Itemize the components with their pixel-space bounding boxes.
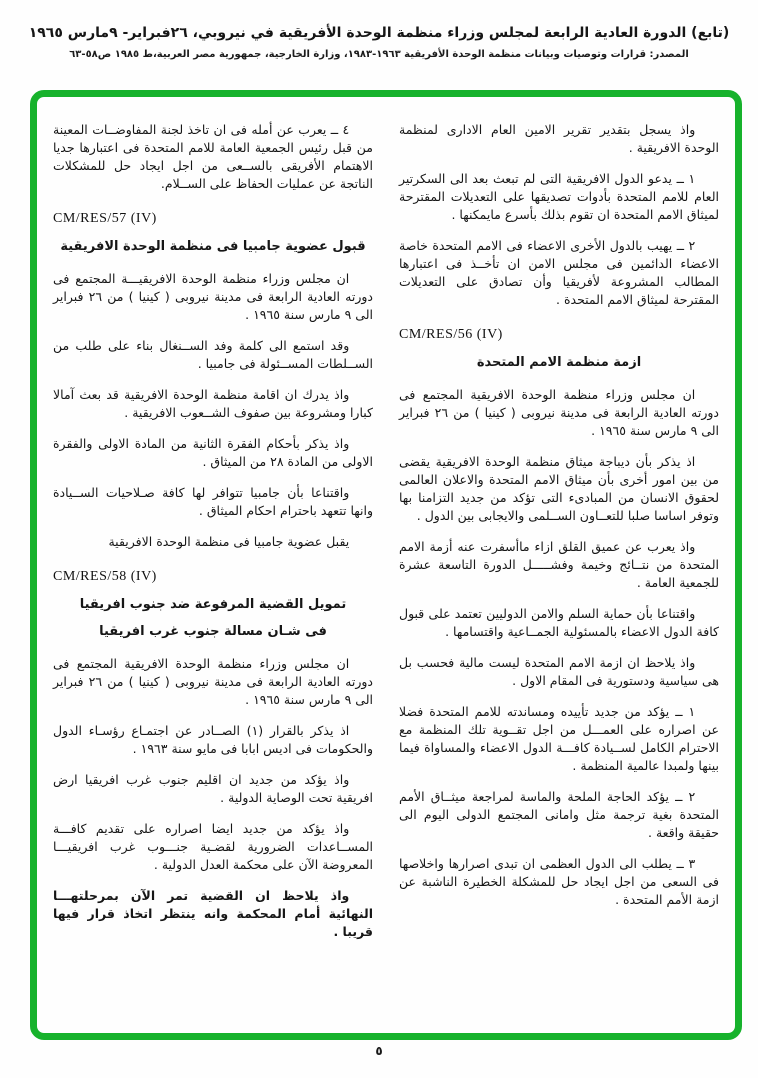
document-source-line: المصدر: قرارات وتوصيات وبيانات منظمة الوحدة الأفريقية ١٩٦٣-١٩٨٣، وزارة الخارجية، جمهورية مصر العربية،ط ١٩٨٥ ص٥٨-٦٣ bbox=[69, 49, 689, 61]
section-heading: ازمة منظمة الامم المتحدة bbox=[476, 355, 642, 370]
paragraph: اذ يذكر بأن ديباجة ميثاق منظمة الوحدة الافريقية يقضى من بين امور أخرى بأن ميثاق الامم المتحدة والاعلان العالمى لحقوق الانسان من المبادىء التى تؤكد من جديد التزامنا بها وتوفر اساسا صلبا للتعــاون الســلمى والايجابى بين الدول . bbox=[399, 454, 719, 523]
two-column-layout bbox=[53, 121, 719, 1033]
resolution-code: CM/RES/57 (IV) bbox=[53, 211, 157, 226]
document-header bbox=[0, 24, 758, 60]
right-column bbox=[399, 121, 719, 1033]
paragraph: وقد استمع الى كلمة وفد الســنغال بناء على طلب من الســلطات المســئولة فى جامبيا . bbox=[53, 338, 373, 371]
paragraph: واذ يسجل بتقدير تقرير الامين العام الادارى لمنظمة الوحدة الافريقية . bbox=[399, 122, 719, 155]
green-border-frame bbox=[30, 90, 742, 1040]
paragraph: ان مجلس وزراء منظمة الوحدة الافريقيـــة المجتمع فى دورته العادية الرابعة فى مدينة نيروبى ( كينيا ) من ٢٦ فبراير الى ٩ مارس سنة ١٩٦٥ . bbox=[53, 271, 373, 322]
numbered-paragraph: ٣ ــ يطلب الى الدول العظمى ان تبدى اصرارها واخلاصها فى السعى من اجل ايجاد حل للمشكلة الخطيرة الناشبة عن ازمة الأمم المتحدة . bbox=[399, 856, 719, 907]
left-column bbox=[53, 121, 373, 1033]
paragraph: واذ يلاحظ ان ازمة الامم المتحدة ليست مالية فحسب بل هى سياسية ودستورية فى المقام الاول . bbox=[399, 655, 719, 688]
paragraph: واذ يدرك ان اقامة منظمة الوحدة الافريقية قد بعث آمالا كبارا ومشروعة بين صفوف الشــعوب الافريقية . bbox=[53, 387, 373, 420]
paragraph: واذ يذكر بأحكام الفقرة الثانية من المادة الاولى والفقرة الاولى من المادة ٢٨ من الميثاق . bbox=[53, 436, 373, 469]
paragraph: واذ يؤكد من جديد ايضا اصراره على تقديم كافـــة المســاعدات الضرورية لقضـية جنـــوب غرب افريقيـــا المعروضة الآن على محكمة العدل الدولية . bbox=[53, 821, 373, 872]
numbered-paragraph: ٤ ــ يعرب عن أمله فى ان تاخذ لجنة المفاوضــات المعينة من قبل رئيس الجمعية العامة للامم المتحدة فى اعتبارها جديا الاهتمام الأفريقى بالســعى من اجل ايجاد حل للمشكلات الناتجة عن عمليات الحفاظ على الســلام. bbox=[53, 122, 373, 191]
numbered-paragraph: ٢ ــ يهيب بالدول الأخرى الاعضاء فى الامم المتحدة خاصة الاعضاء الدائمين فى مجلس الامن ان تأخــذ فى اعتبارها المطالب المشروعة لأفريقيا وأن تصادق على التعديلات المقترحة لميثاق الامم المتحدة . bbox=[399, 238, 719, 307]
paragraph-bold: واذ يلاحظ ان القضية تمر الآن بمرحلتهـــا النهائية أمام المحكمة وانه ينتظر اتخاذ قرار فيها قريبا . bbox=[53, 888, 373, 939]
paragraph: ان مجلس وزراء منظمة الوحدة الافريقية المجتمع فى دورته العادية الرابعة فى مدينة نيروبى ( كينيا ) من ٢٦ فبراير الى ٩ مارس سنة ١٩٦٥ . bbox=[53, 656, 373, 707]
paragraph: ان مجلس وزراء منظمة الوحدة الافريقية المجتمع فى دورته العادية الرابعة فى مدينة نيروبى ( كينيا ) من ٢٦ فبراير الى ٩ مارس سنة ١٩٦٥ . bbox=[399, 387, 719, 438]
section-heading: تمويل القضية المرفوعة ضد جنوب افريقيا bbox=[79, 597, 347, 612]
paragraph: واقتناعا بأن جامبيا تتوافر لها كافة صـلاحيات الســيادة وانها تتعهد باحترام احكام الميثاق . bbox=[53, 485, 373, 518]
document-title: (تابع) الدورة العادية الرابعة لمجلس وزراء منظمة الوحدة الأفريقية في نيروبي، ٢٦فبراير- ٩مارس ١٩٦٥ bbox=[28, 25, 730, 41]
paragraph: واقتناعا بأن حماية السلم والامن الدوليين تعتمد على قبول كافة الدول الاعضاء بالمسئولية الجمــاعية واقتسامها . bbox=[399, 606, 719, 639]
paragraph: واذ يؤكد من جديد ان اقليم جنوب غرب افريقيا ارض افريقية تحت الوصاية الدولية . bbox=[53, 772, 373, 805]
resolution-code: CM/RES/56 (IV) bbox=[399, 327, 503, 342]
numbered-paragraph: ١ ــ يؤكد من جديد تأييده ومساندته للامم المتحدة فضلا عن اصراره على العمـــل من اجل تقــوية تلك المنظمة مع الاحترام الكامل لســيادة كافـــة الدول الاعضاء والمساواة فيما بينها ولمبدا عالمية المنظمة . bbox=[399, 704, 719, 773]
section-heading: قبول عضوية جامبيا فى منظمة الوحدة الافريقية bbox=[60, 239, 366, 254]
page-number: ٥ bbox=[375, 1044, 383, 1058]
paragraph: اذ يذكر بالقرار (١) الصــادر عن اجتمـاع رؤسـاء الدول والحكومات فى اديس ابابا فى مايو سنة ١٩٦٣ . bbox=[53, 723, 373, 756]
paragraph: يقبل عضوية جامبيا فى منظمة الوحدة الافريقية bbox=[108, 534, 350, 549]
paragraph: واذ يعرب عن عميق القلق ازاء ماأسفرت عنه أزمة الامم المتحدة من نتــائج وخيمة وفشـــــل الدورة التاسعة عشرة للجمعية العامة . bbox=[399, 539, 719, 590]
resolution-code: CM/RES/58 (IV) bbox=[53, 569, 157, 584]
section-subheading: فى شـان مسالة جنوب غرب افريقيا bbox=[99, 624, 327, 639]
numbered-paragraph: ٢ ــ يؤكد الحاجة الملحة والماسة لمراجعة ميثــاق الأمم المتحدة بغية ترجمة مثل وامانى المجتمع الدولى اليوم الى حقيقة واقعة . bbox=[399, 789, 719, 840]
numbered-paragraph: ١ ــ يدعو الدول الافريقية التى لم تبعث بعد الى السكرتير العام للامم المتحدة بأدوات تصديقها على التعديلات المقترحة لميثاق الامم المتحدة ان تقوم بذلك بأسرع مايمكنها . bbox=[399, 171, 719, 222]
